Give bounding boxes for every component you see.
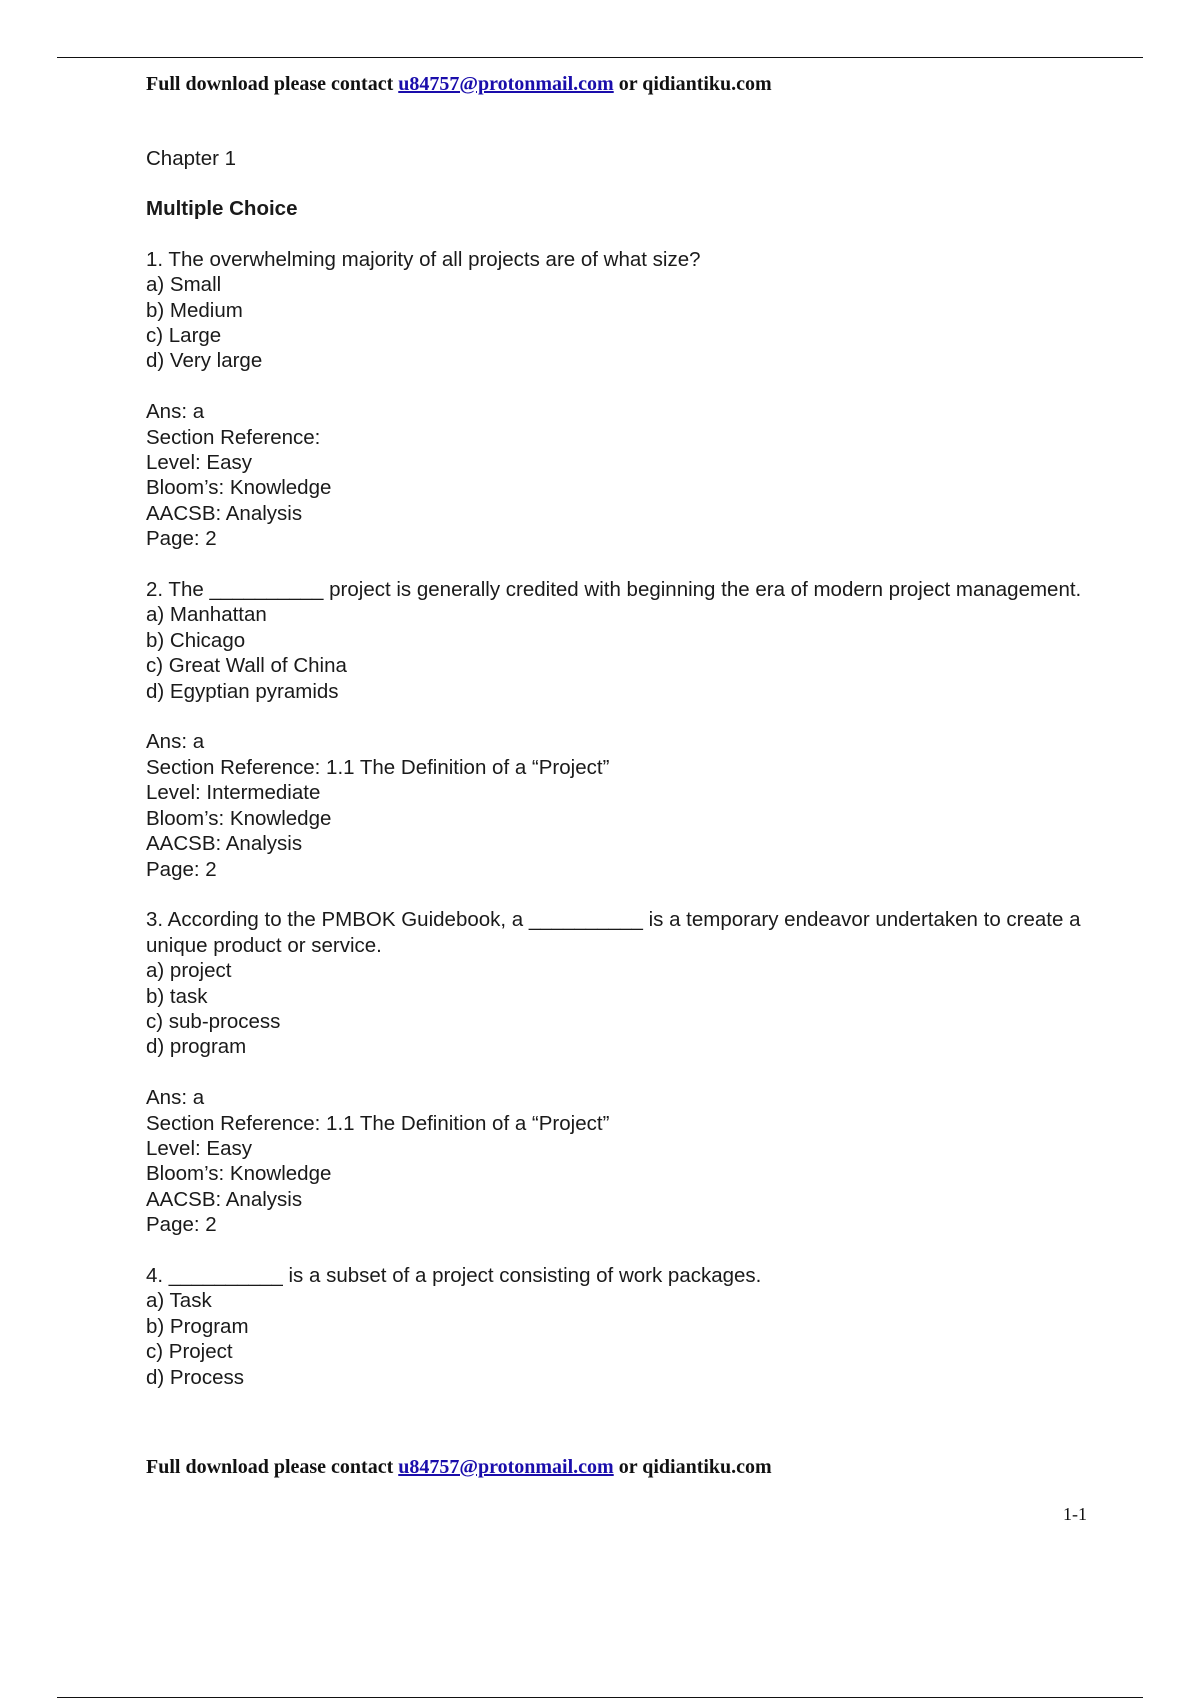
- aacsb-tag: AACSB: Analysis: [146, 832, 303, 856]
- answer-line: Ans: a: [146, 400, 205, 424]
- aacsb-tag: AACSB: Analysis: [146, 501, 303, 525]
- banner-email-link[interactable]: u84757@protonmail.com: [398, 1456, 614, 1478]
- choice-item: a) Manhattan: [146, 603, 267, 627]
- document-body: [146, 146, 1096, 1415]
- page-reference: Page: 2: [146, 527, 217, 551]
- aacsb-tag: AACSB: Analysis: [146, 1187, 303, 1211]
- banner-suffix: or qidiantiku.com: [618, 1456, 772, 1478]
- difficulty-level: Level: Easy: [146, 1136, 252, 1160]
- answer-metadata: [146, 729, 1096, 881]
- answer-metadata: [146, 399, 1096, 551]
- page-number: 1-1: [1063, 1504, 1087, 1524]
- question-text: 4. __________ is a subset of a project consisting of work packages.: [146, 1263, 762, 1287]
- difficulty-level: Level: Intermediate: [146, 781, 321, 805]
- question-block: [146, 907, 1096, 1059]
- section-title: Multiple Choice: [146, 197, 298, 221]
- answer-metadata: [146, 1085, 1096, 1237]
- choice-item: c) Large: [146, 324, 222, 348]
- choice-item: a) Task: [146, 1289, 212, 1313]
- choice-item: c) Project: [146, 1340, 233, 1364]
- blooms-level: Bloom’s: Knowledge: [146, 1162, 332, 1186]
- page-reference: Page: 2: [146, 857, 217, 881]
- section-reference: Section Reference: 1.1 The Definition of a “Project”: [146, 1111, 610, 1135]
- question-text: 1. The overwhelming majority of all projects are of what size?: [146, 247, 701, 271]
- question-text: 3. According to the PMBOK Guidebook, a __________ is a temporary endeavor undertaken to create a unique product or service.: [146, 908, 1081, 957]
- choice-item: d) Egyptian pyramids: [146, 679, 339, 703]
- difficulty-level: Level: Easy: [146, 451, 252, 475]
- question-block: [146, 577, 1096, 704]
- banner-prefix: Full download please contact: [146, 73, 394, 95]
- question-block: [146, 247, 1096, 374]
- choice-item: c) Great Wall of China: [146, 654, 347, 678]
- bottom-rule: [57, 1697, 1143, 1698]
- section-reference: Section Reference: 1.1 The Definition of a “Project”: [146, 755, 610, 779]
- blooms-level: Bloom’s: Knowledge: [146, 476, 332, 500]
- choice-item: b) Program: [146, 1314, 249, 1338]
- banner-suffix: or qidiantiku.com: [618, 73, 772, 95]
- choice-item: b) task: [146, 984, 208, 1008]
- choice-item: d) Very large: [146, 349, 263, 373]
- question-text: 2. The __________ project is generally credited with beginning the era of modern project management.: [146, 578, 1082, 602]
- banner-prefix: Full download please contact: [146, 1456, 394, 1478]
- page-reference: Page: 2: [146, 1213, 217, 1237]
- choice-item: b) Chicago: [146, 628, 246, 652]
- answer-line: Ans: a: [146, 1086, 205, 1110]
- chapter-heading: Chapter 1: [146, 147, 237, 170]
- top-rule: [57, 57, 1143, 58]
- download-banner-bottom: [146, 1455, 772, 1479]
- choice-item: d) Process: [146, 1365, 244, 1389]
- answer-line: Ans: a: [146, 730, 205, 754]
- choice-item: b) Medium: [146, 298, 243, 322]
- blooms-level: Bloom’s: Knowledge: [146, 806, 332, 830]
- choice-item: c) sub-process: [146, 1009, 281, 1033]
- choice-item: a) Small: [146, 273, 222, 297]
- banner-email-link[interactable]: u84757@protonmail.com: [398, 73, 614, 95]
- question-block: [146, 1263, 1096, 1390]
- choice-item: a) project: [146, 959, 232, 983]
- choice-item: d) program: [146, 1035, 247, 1059]
- download-banner-top: [146, 72, 772, 96]
- section-reference: Section Reference:: [146, 425, 321, 449]
